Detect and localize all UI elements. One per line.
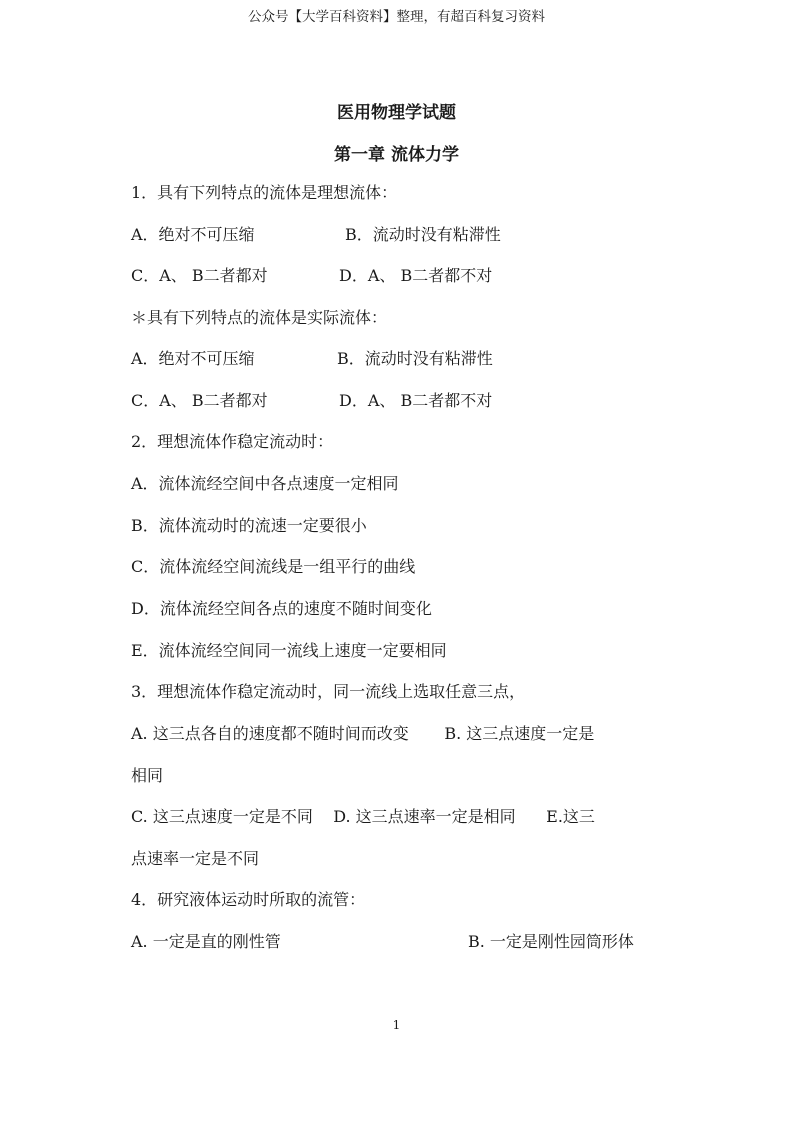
question-1b-stem: ＊具有下列特点的流体是实际流体：: [131, 308, 388, 327]
header-note: 公众号【大学百科资料】整理，有超百科复习资料: [248, 9, 545, 25]
question-1-option-b: B．流动时没有粘滞性: [345, 225, 501, 244]
question-2-option-c: C．流体流经空间流线是一组平行的曲线: [131, 557, 416, 576]
question-3-stem: 3．理想流体作稳定流动时，同一流线上选取任意三点，: [131, 682, 526, 701]
question-1b-option-a: A．绝对不可压缩: [131, 349, 255, 368]
question-1-option-d: D．A、 B二者都不对: [339, 266, 493, 285]
question-4-option-b: B. 一定是刚性园筒形体: [468, 932, 634, 951]
page-number: 1: [392, 1018, 401, 1032]
question-3-options-line-2: 相同: [131, 766, 164, 785]
question-2-option-a: A．流体流经空间中各点速度一定相同: [131, 474, 399, 493]
question-1b-option-d: D．A、 B二者都不对: [339, 391, 493, 410]
chapter-title: 第一章 流体力学: [334, 145, 459, 165]
question-4-option-a: A. 一定是直的刚性管: [131, 932, 281, 951]
document-title: 医用物理学试题: [337, 103, 456, 123]
question-1b-option-c: C．A、 B二者都对: [131, 391, 268, 410]
question-4-stem: 4．研究液体运动时所取的流管：: [131, 890, 366, 909]
question-2-option-b: B．流体流动时的流速一定要很小: [131, 516, 367, 535]
question-2-option-e: E．流体流经空间同一流线上速度一定要相同: [131, 641, 447, 660]
question-1b-option-b: B．流动时没有粘滞性: [337, 349, 493, 368]
question-3-options-line-1: A. 这三点各自的速度都不随时间而改变 B. 这三点速度一定是: [131, 724, 595, 743]
question-1-option-a: A．绝对不可压缩: [131, 225, 255, 244]
question-3-options-line-3: C. 这三点速度一定是不同 D. 这三点速率一定是相同 E.这三: [131, 807, 595, 826]
question-2-stem: 2．理想流体作稳定流动时：: [131, 432, 334, 451]
question-2-option-d: D．流体流经空间各点的速度不随时间变化: [131, 599, 432, 618]
question-1-option-c: C．A、 B二者都对: [131, 266, 268, 285]
question-1-stem: 1．具有下列特点的流体是理想流体：: [131, 183, 398, 202]
question-3-options-line-4: 点速率一定是不同: [131, 849, 260, 868]
